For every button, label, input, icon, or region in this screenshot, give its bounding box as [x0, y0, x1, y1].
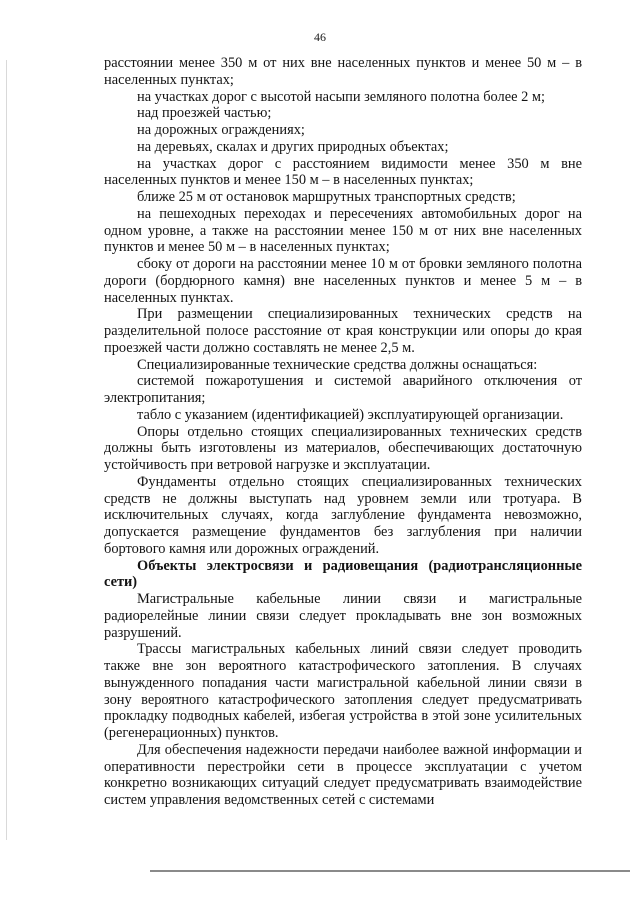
list-item-bus-stops: ближе 25 м от остановок маршрутных транспортных средств;: [137, 189, 516, 205]
scan-edge-left: [6, 60, 7, 840]
paragraph-cable-routes: Трассы магистральных кабельных линий связи следует проводить также вне зон вероятного катастрофического затопления. В случаях вынужденного попадания части магистральной кабельной линии связи в зону вероятного катастрофического затопления следует предусматривать прокладку подводных кабелей, избегая устройства в этой зоне усилительных (регенерационных) пунктов.: [104, 641, 582, 741]
list-item-road-barriers: на дорожных ограждениях;: [137, 122, 305, 138]
paragraph-continuation: расстоянии менее 350 м от них вне населенных пунктов и менее 50 м – в населенных пунктах;: [104, 55, 582, 88]
list-item-fire-system: системой пожаротушения и системой аварийного отключения от электропитания;: [104, 373, 582, 406]
paragraph-foundations: Фундаменты отдельно стоящих специализированных технических средств не должны выступать над уровнем земли или тротуара. В исключительных случаях, когда заглубление фундамента невозможно, допускается размещение фундаментов без заглубления при наличии бортового камня или дорожных ограждений.: [104, 473, 582, 557]
page-number: 46: [314, 30, 326, 44]
paragraph-network-management: Для обеспечения надежности передачи наиболее важной информации и оперативности перестройки сети в процессе эксплуатации с учетом конкретно возникающих ситуаций следует предусматривать взаимодействие систем управления ведомственных сетей с системами: [104, 741, 582, 808]
paragraph-equipment-intro: Специализированные технические средства должны оснащаться:: [137, 356, 538, 373]
list-item-over-roadway: над проезжей частью;: [137, 105, 272, 122]
paragraph-trunk-lines: Магистральные кабельные линии связи и магистральные радиорелейные линии связи следует прокладывать вне зон возможных разрушений.: [104, 591, 582, 641]
list-item-visibility: на участках дорог с расстоянием видимости менее 350 м вне населенных пунктов и менее 150 м – в населенных пунктах;: [104, 155, 582, 189]
section-heading: Объекты электросвязи и радиовещания (радиотрансляционные сети): [104, 557, 582, 591]
scan-edge-bottom: [150, 870, 630, 872]
list-item-roadside: сбоку от дороги на расстоянии менее 10 м от бровки земляного полотна дороги (бордюрного камня) вне населенных пунктов и менее 5 м – в населенных пунктах.: [104, 256, 582, 306]
paragraph-median-placement: При размещении специализированных технических средств на разделительной полосе расстояние от края конструкции или опоры до края проезжей части должно составлять не менее 2,5 м.: [104, 306, 582, 356]
list-item-crossings: на пешеходных переходах и пересечениях автомобильных дорог на одном уровне, а также на расстоянии менее 150 м от них вне населенных пунктов и менее 50 м – в населенных пунктах;: [104, 205, 582, 256]
list-item-embankment: на участках дорог с высотой насыпи земляного полотна более 2 м;: [137, 88, 545, 105]
paragraph-supports: Опоры отдельно стоящих специализированных технических средств должны быть изготовлены из материалов, обеспечивающих достаточную устойчивость при ветровой нагрузке и эксплуатации.: [104, 423, 582, 473]
list-item-natural-objects: на деревьях, скалах и других природных объектах;: [137, 138, 449, 155]
list-item-operator-sign: табло с указанием (идентификацией) эксплуатирующей организации.: [137, 406, 564, 423]
document-body: [104, 55, 582, 809]
